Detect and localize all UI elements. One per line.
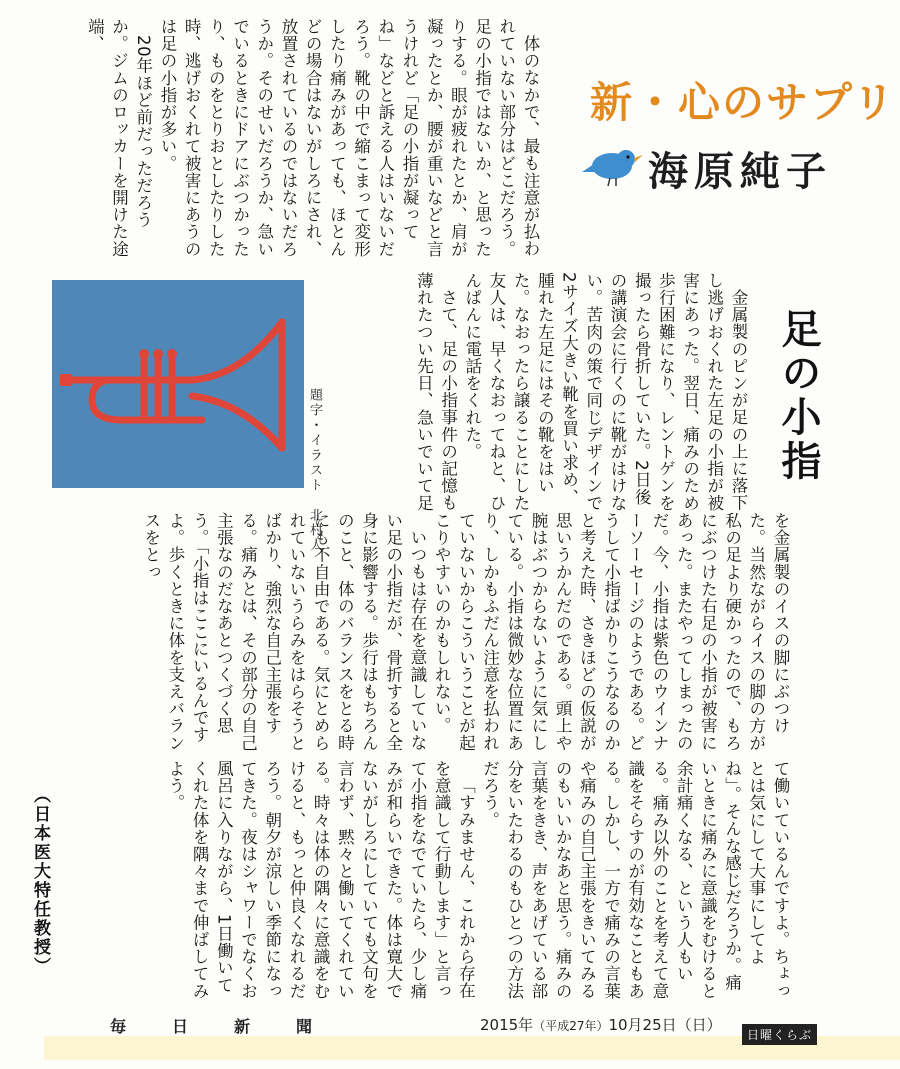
paragraph: 「すみません、これから存在を意識して行動します」と言って小指をなでていたら、少し痛みが和らいできた。体は寛大でないがしろにしていても文句を言わず、黙々と働いてくれている。時々は体の隅々に意識をむけると、もっと仲良くなれるだろう。朝夕が涼しい季節になってきた。夜はシャワーでなくお風呂に入りながら、1日働いてくれた体を隅々まで伸ばしてみよう。 (165, 760, 476, 1000)
date-era: （平成27年） (533, 1019, 609, 1033)
page-footer (0, 1004, 900, 1069)
newspaper-name: 毎日新聞 (110, 1017, 359, 1036)
paragraph: を金属製のイスの脚にぶつけた。当然ながらイスの脚の方が私の足より硬かったので、もろにぶつけた右足の小指が被害にあった。またやってしまったのだ。今、小指は紫色のウインナーソーセージのようである。どうして小指ばかりこうなるのかと考えた時、さきほどの仮説が思いうかんだのである。頭上や腕はぶつからないように気にしている。小指は微妙な位置にあり、しかもふだん注意を払われていないからこういうことが起こりやすいのかもしれない。 (432, 512, 790, 752)
author-name: 海原純子 (648, 148, 832, 195)
author-affiliation: （日本医大特任教授） (30, 786, 50, 976)
paragraph: て働いているんですよ。ちょっとは気にして大事にしてよね」。そんな感じだろうか。痛いときに痛みに意識をむけると余計痛くなる、という人もいる。痛み以外のことを考えて意識をそらすのが有効なこともある。しかし、一方で痛みの言葉や痛みの自己主張をきいてみるのもいいかなあと思う。痛みの言葉をきき、声をあげている部分をいたわるのもひとつの方法だろう。 (480, 760, 790, 1000)
publication-date (480, 1014, 722, 1035)
article-body-block-4 (40, 760, 792, 1000)
paragraph: 金属製のピンが足の上に落下し逃げおくれた左足の小指が被害にあった。翌日、痛みのため歩行困難になり、レントゲンを撮ったら骨折していた。2日後の講演会に行くのに靴がはけない。苦肉の策で同じデザインで2サイズ大きい靴を買い求め、腫れた左足にはその靴をはいた。なおったら譲ることにした友人は、早くなおってねと、ひんぱんに電話をくれた。 (462, 272, 748, 512)
paragraph: 体のなかで、最も注意が払われていない部分はどこだろう。足の小指ではないか、と思ったりする。眼が疲れたとか、肩が凝ったとか、腰が重いなどと言うけれど「足の小指が凝ってね」などと訴える人はいないだろう。靴の中で縮こまって変形したり痛みがあっても、ほとんどの場合はないがしろにされ、放置されているのではないだろうか。そのせいだろうか、急いでいるときにドアにぶつかったり、ものをとりおとしたりした時、逃げおくれて被害にあうのは足の小指が多い。 (157, 18, 540, 258)
date-day: 10月25日（日） (608, 1016, 722, 1034)
trumpet-illustration (52, 280, 304, 488)
article-body-block-1 (12, 18, 542, 258)
series-title: 新・心のサプリ (590, 78, 897, 127)
illustration-credit: 題字・イラスト 北村人 (307, 388, 322, 553)
paragraph: さて、足の小指事件の記憶も薄れたつい先日、急いでいて足 (414, 272, 458, 512)
series-header (572, 62, 897, 202)
date-year: 2015年 (480, 1016, 534, 1034)
article-headline: 足の小指 (775, 308, 822, 484)
bird-icon (580, 142, 650, 188)
article-body-block-2 (340, 272, 750, 512)
paragraph: 20年ほど前だっただろうか。ジムのロッカーを開けた途端、 (85, 18, 153, 258)
section-badge: 日曜くらぶ (742, 1024, 817, 1045)
paragraph: いつもは存在を意識していない足の小指だが、骨折すると全身に影響する。歩行はもちろんのこと、体のバランスをとる時にも不自由である。気にとめられていないうらみをはらそうとばかり、強烈な自己主張をする。痛みとは、その部分の自己主張なのだなあとつくづく思う。「小指はここにいるんですよ。歩くときに体を支えバランスをとっ (141, 512, 427, 752)
article-body-block-3 (40, 512, 792, 760)
